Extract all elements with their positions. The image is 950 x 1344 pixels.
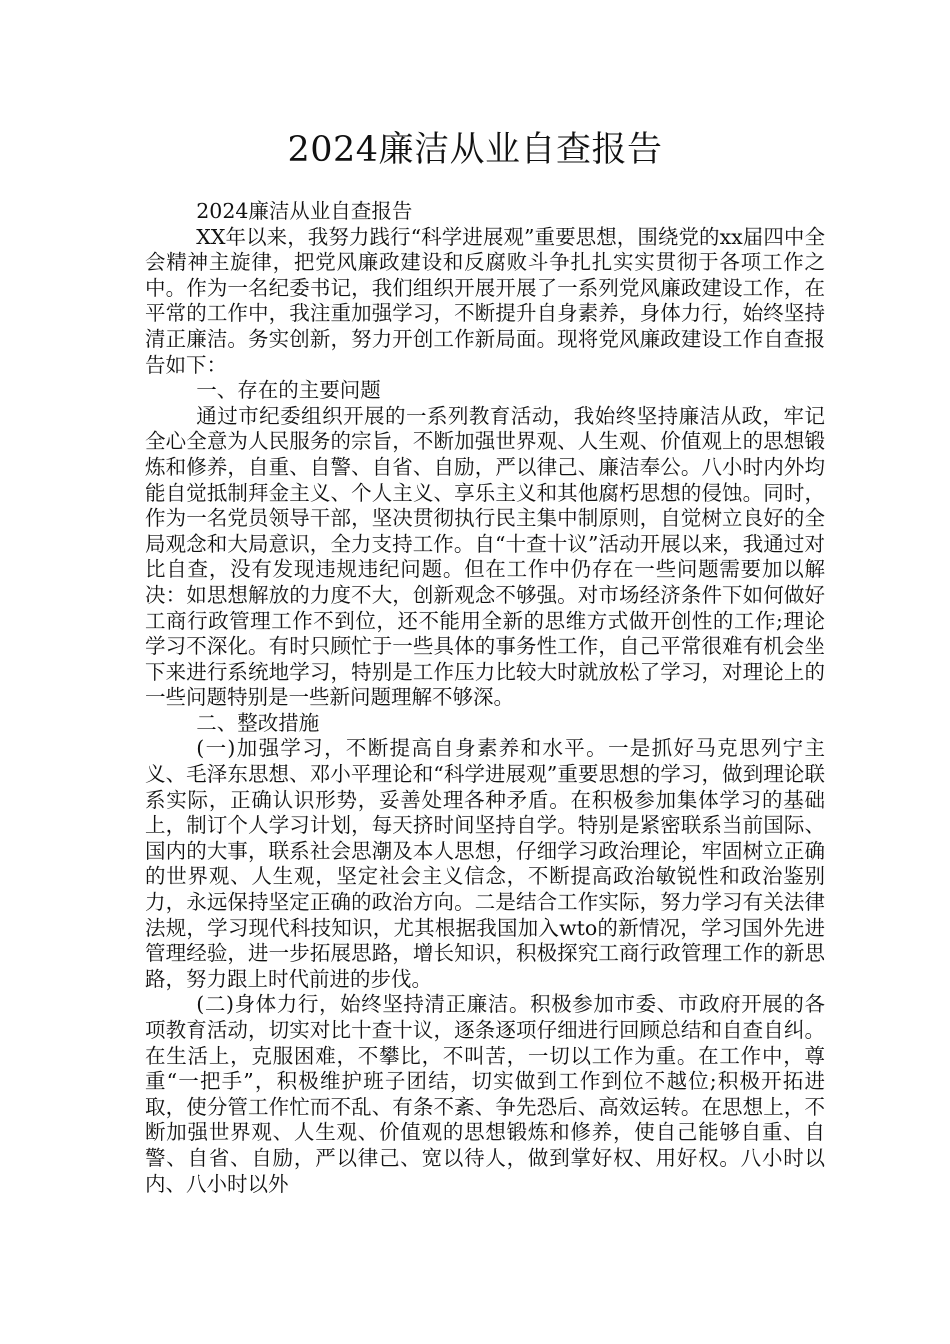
measure-two-paragraph: (二)身体力行，始终坚持清正廉洁。积极参加市委、市政府开展的各项教育活动，切实对比十查十议，逐条逐项仔细进行回顾总结和自查自纠。在生活上，克服困难，不攀比，不叫苦，一切以工作为重。在工作中，尊重“一把手”，积极维护班子团结，切实做到工作到位不越位;积极开拓进取，使分管工作忙而不乱、有条不紊、争先恐后、高效运转。在思想上，不断加强世界观、人生观、价值观的思想锻炼和修养，使自己能够自重、自警、自省、自励，严以律己、宽以待人，做到掌好权、用好权。八小时以内、八小时以外 xyxy=(145,992,825,1196)
section-heading-problems: 一、存在的主要问题 xyxy=(196,378,381,403)
problems-paragraph: 通过市纪委组织开展的一系列教育活动，我始终坚持廉洁从政，牢记全心全意为人民服务的宗旨，不断加强世界观、人生观、价值观上的思想锻炼和修养，自重、自警、自省、自励，严以律己、廉洁奉公。八小时内外均能自觉抵制拜金主义、个人主义、享乐主义和其他腐朽思想的侵蚀。同时，作为一名党员领导干部，坚决贯彻执行民主集中制原则，自觉树立良好的全局观念和大局意识，全力支持工作。自“十查十议”活动开展以来，我通过对比自查，没有发现违规违纪问题。但在工作中仍存在一些问题需要加以解决：如思想解放的力度不大，创新观念不够强。对市场经济条件下如何做好工商行政管理工作不到位，还不能用全新的思维方式做开创性的工作;理论学习不深化。有时只顾忙于一些具体的事务性工作，自己平常很难有机会坐下来进行系统地学习，特别是工作压力比较大时就放松了学习，对理论上的一些问题特别是一些新问题理解不够深。 xyxy=(145,403,825,710)
document-body xyxy=(145,199,825,1197)
measure-one-paragraph: (一)加强学习，不断提高自身素养和水平。一是抓好马克思列宁主义、毛泽东思想、邓小平理论和“科学进展观”重要思想的学习，做到理论联系实际，正确认识形势，妥善处理各种矛盾。在积极参加集体学习的基础上，制订个人学习计划，每天挤时间坚持自学。特别是紧密联系当前国际、国内的大事，联系社会思潮及本人思想，仔细学习政治理论，牢固树立正确的世界观、人生观，坚定社会主义信念，不断提高政治敏锐性和政治鉴别力，永远保持坚定正确的政治方向。二是结合工作实际，努力学习有关法律法规，学习现代科技知识，尤其根据我国加入wto的新情况，学习国外先进管理经验，进一步拓展思路，增长知识，积极探究工商行政管理工作的新思路，努力跟上时代前进的步伐。 xyxy=(145,736,825,991)
subtitle-line: 2024廉洁从业自查报告 xyxy=(196,199,413,223)
document-title: 2024廉洁从业自查报告 xyxy=(287,130,663,170)
section-heading-measures: 二、整改措施 xyxy=(196,710,320,735)
intro-paragraph: XX年以来，我努力践行“科学进展观”重要思想，围绕党的xx届四中全会精神主旋律，把党风廉政建设和反腐败斗争扎扎实实贯彻于各项工作之中。作为一名纪委书记，我们组织开展开展了一系列党风廉政建设工作，在平常的工作中，我注重加强学习，不断提升自身素养，身体力行，始终坚持清正廉洁。务实创新，努力开创工作新局面。现将党风廉政建设工作自查报告如下： xyxy=(145,224,825,377)
